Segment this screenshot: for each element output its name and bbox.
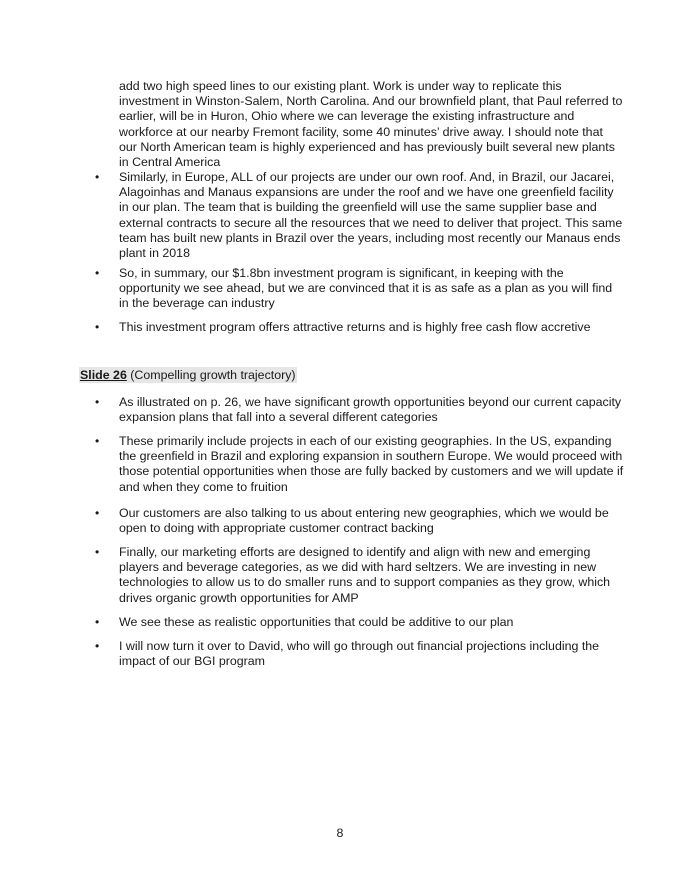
list-item	[95, 170, 625, 261]
list-item	[95, 545, 625, 606]
list-item	[95, 434, 625, 495]
list-item-text: This investment program offers attractive returns and is highly free cash flow accretive	[119, 320, 591, 334]
bullet-icon: •	[95, 170, 100, 184]
list-item-text: Similarly, in Europe, ALL of our projects are under our own roof. And, in Brazil, our Jacarei, Alagoinhas and Manaus expansions are under the roof and we have one greenfield facility in our plan. The team that is building the greenfield will use the same supplier base and external contracts to secure all the resources that we need to deliver that project. This same team has built new plants in Brazil over the years, including most recently our Manaus ends plant in 2018	[119, 170, 623, 261]
bullet-icon: •	[95, 320, 100, 334]
slide-label: Slide 26	[80, 368, 127, 382]
intro-paragraph: add two high speed lines to our existing plant. Work is under way to replicate this investment in Winston-Salem, North Carolina. And our brownfield plant, that Paul referred to earlier, will be in Huron, Ohio where we can leverage the existing infrastructure and workforce at our nearby Fremont facility, some 40 minutes’ drive away. I should note that our North American team is highly experienced and has previously built several new plants in Central America	[119, 79, 623, 170]
list-item-text: Finally, our marketing efforts are designed to identify and align with new and emerging players and beverage categories, as we did with hard seltzers. We are investing in new technologies to allow us to do smaller runs and to support companies as they grow, which drives organic growth opportunities for AMP	[119, 545, 611, 605]
list-item	[95, 320, 625, 335]
section-heading	[79, 367, 297, 383]
list-item	[95, 639, 625, 669]
list-item	[95, 395, 625, 425]
list-item	[95, 506, 625, 536]
bullet-icon: •	[95, 434, 100, 448]
bullet-icon: •	[95, 266, 100, 280]
list-item-text: As illustrated on p. 26, we have significant growth opportunities beyond our current capacity expansion plans that fall into a several different categories	[119, 395, 622, 425]
bullet-icon: •	[95, 506, 100, 520]
bullet-icon: •	[95, 395, 100, 409]
bullet-icon: •	[95, 639, 100, 653]
list-item-text: Our customers are also talking to us about entering new geographies, which we would be open to doing with appropriate customer contract backing	[119, 506, 609, 536]
list-item-text: So, in summary, our $1.8bn investment program is significant, in keeping with the opportunity we see ahead, but we are convinced that it is as safe as a plan as you will find in the beverage can industry	[119, 266, 613, 311]
list-item-text: These primarily include projects in each of our existing geographies. In the US, expanding the greenfield in Brazil and exploring expansion in southern Europe. We would proceed with those potential opportunities when those are fully backed by customers and we will update if and when they come to fruition	[119, 434, 624, 494]
bullet-icon: •	[95, 615, 100, 629]
list-item	[95, 266, 625, 312]
list-item	[95, 615, 625, 630]
slide-subtitle: (Compelling growth trajectory)	[126, 368, 296, 382]
list-item-text: We see these as realistic opportunities that could be additive to our plan	[119, 615, 514, 629]
bullet-icon: •	[95, 545, 100, 559]
page-number: 8	[336, 826, 344, 840]
list-item-text: I will now turn it over to David, who will go through out financial projections including the impact of our BGI program	[119, 639, 600, 669]
